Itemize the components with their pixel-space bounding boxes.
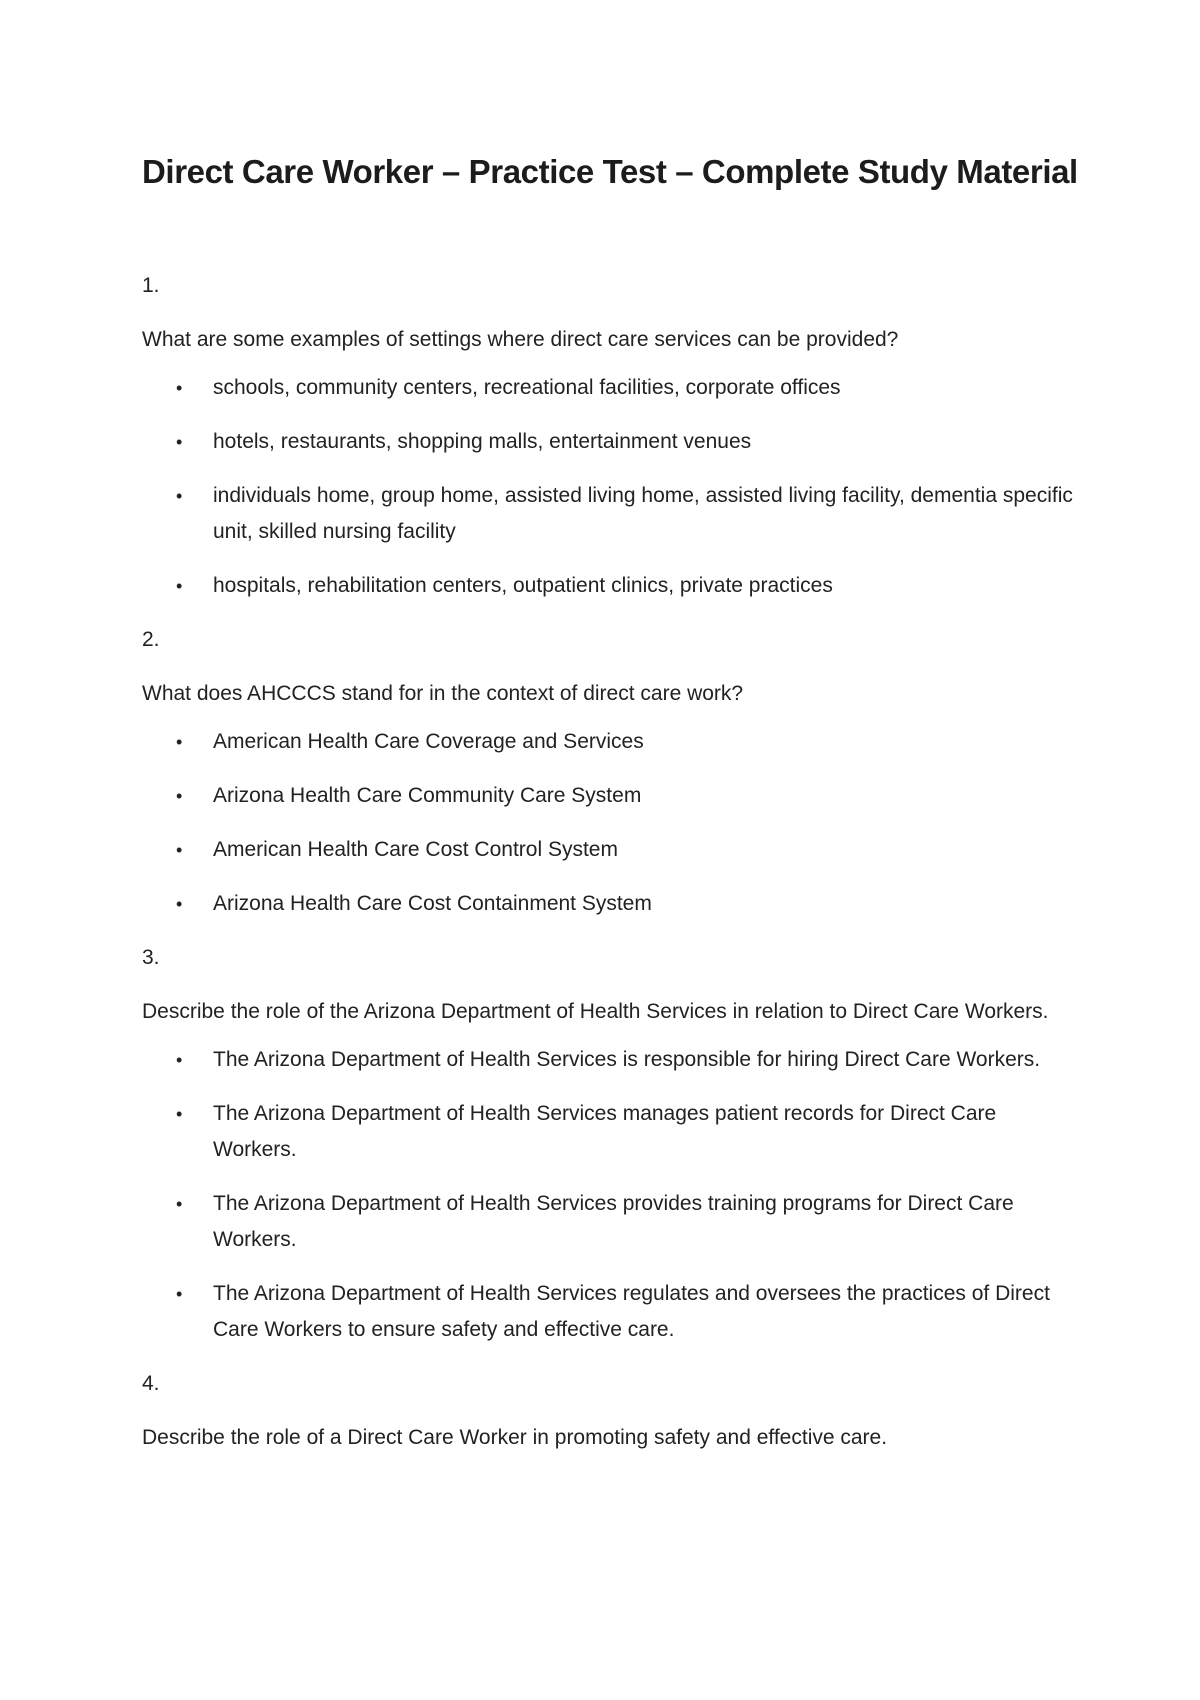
- question-3: [142, 940, 1082, 1348]
- bullet-icon: •: [176, 1284, 183, 1304]
- bullet-icon: •: [176, 732, 183, 752]
- answer-option: [142, 1042, 1082, 1078]
- question-text: What are some examples of settings where direct care services can be provided?: [142, 328, 899, 351]
- answer-option: [142, 886, 1082, 922]
- answer-option-text: American Health Care Cost Control System: [213, 838, 618, 861]
- answer-option: [142, 1186, 1082, 1258]
- question-1: [142, 268, 1082, 604]
- answer-options: [142, 370, 1082, 604]
- bullet-icon: •: [176, 576, 183, 596]
- answer-option: [142, 832, 1082, 868]
- bullet-icon: •: [176, 1050, 183, 1070]
- question-number: 3.: [142, 946, 160, 969]
- answer-option: [142, 1096, 1082, 1168]
- question-4: [142, 1366, 1082, 1456]
- document-page: [142, 152, 1082, 1468]
- answer-options: [142, 1042, 1082, 1348]
- answer-option-text: The Arizona Department of Health Services provides training programs for Direct Care Workers.: [213, 1192, 1014, 1251]
- answer-option-text: individuals home, group home, assisted living home, assisted living facility, dementia specific unit, skilled nursing facility: [213, 484, 1073, 543]
- question-number: 1.: [142, 274, 160, 297]
- answer-option: [142, 1276, 1082, 1348]
- bullet-icon: •: [176, 378, 183, 398]
- document-title: Direct Care Worker – Practice Test – Complete Study Material: [142, 153, 1078, 190]
- answer-option-text: The Arizona Department of Health Services regulates and oversees the practices of Direct Care Workers to ensure safety and effective care.: [213, 1282, 1050, 1341]
- question-2: [142, 622, 1082, 922]
- answer-option-text: The Arizona Department of Health Services is responsible for hiring Direct Care Workers.: [213, 1048, 1041, 1071]
- answer-option: [142, 370, 1082, 406]
- question-text: Describe the role of a Direct Care Worker in promoting safety and effective care.: [142, 1426, 888, 1449]
- answer-option-text: hospitals, rehabilitation centers, outpatient clinics, private practices: [213, 574, 833, 597]
- bullet-icon: •: [176, 1104, 183, 1124]
- answer-option-text: schools, community centers, recreational facilities, corporate offices: [213, 376, 841, 399]
- answer-options: [142, 724, 1082, 922]
- answer-option-text: Arizona Health Care Cost Containment System: [213, 892, 652, 915]
- question-number: 2.: [142, 628, 160, 651]
- bullet-icon: •: [176, 486, 183, 506]
- bullet-icon: •: [176, 894, 183, 914]
- bullet-icon: •: [176, 432, 183, 452]
- question-text: Describe the role of the Arizona Department of Health Services in relation to Direct Care Workers.: [142, 1000, 1049, 1023]
- bullet-icon: •: [176, 840, 183, 860]
- answer-option: [142, 568, 1082, 604]
- answer-option: [142, 424, 1082, 460]
- question-number: 4.: [142, 1372, 160, 1395]
- question-text: What does AHCCCS stand for in the context of direct care work?: [142, 682, 744, 705]
- answer-option: [142, 724, 1082, 760]
- answer-option-text: American Health Care Coverage and Services: [213, 730, 644, 753]
- bullet-icon: •: [176, 786, 183, 806]
- bullet-icon: •: [176, 1194, 183, 1214]
- answer-option-text: Arizona Health Care Community Care System: [213, 784, 642, 807]
- answer-option: [142, 478, 1082, 550]
- answer-option-text: hotels, restaurants, shopping malls, entertainment venues: [213, 430, 752, 453]
- answer-option-text: The Arizona Department of Health Services manages patient records for Direct Care Workers.: [213, 1102, 997, 1161]
- answer-option: [142, 778, 1082, 814]
